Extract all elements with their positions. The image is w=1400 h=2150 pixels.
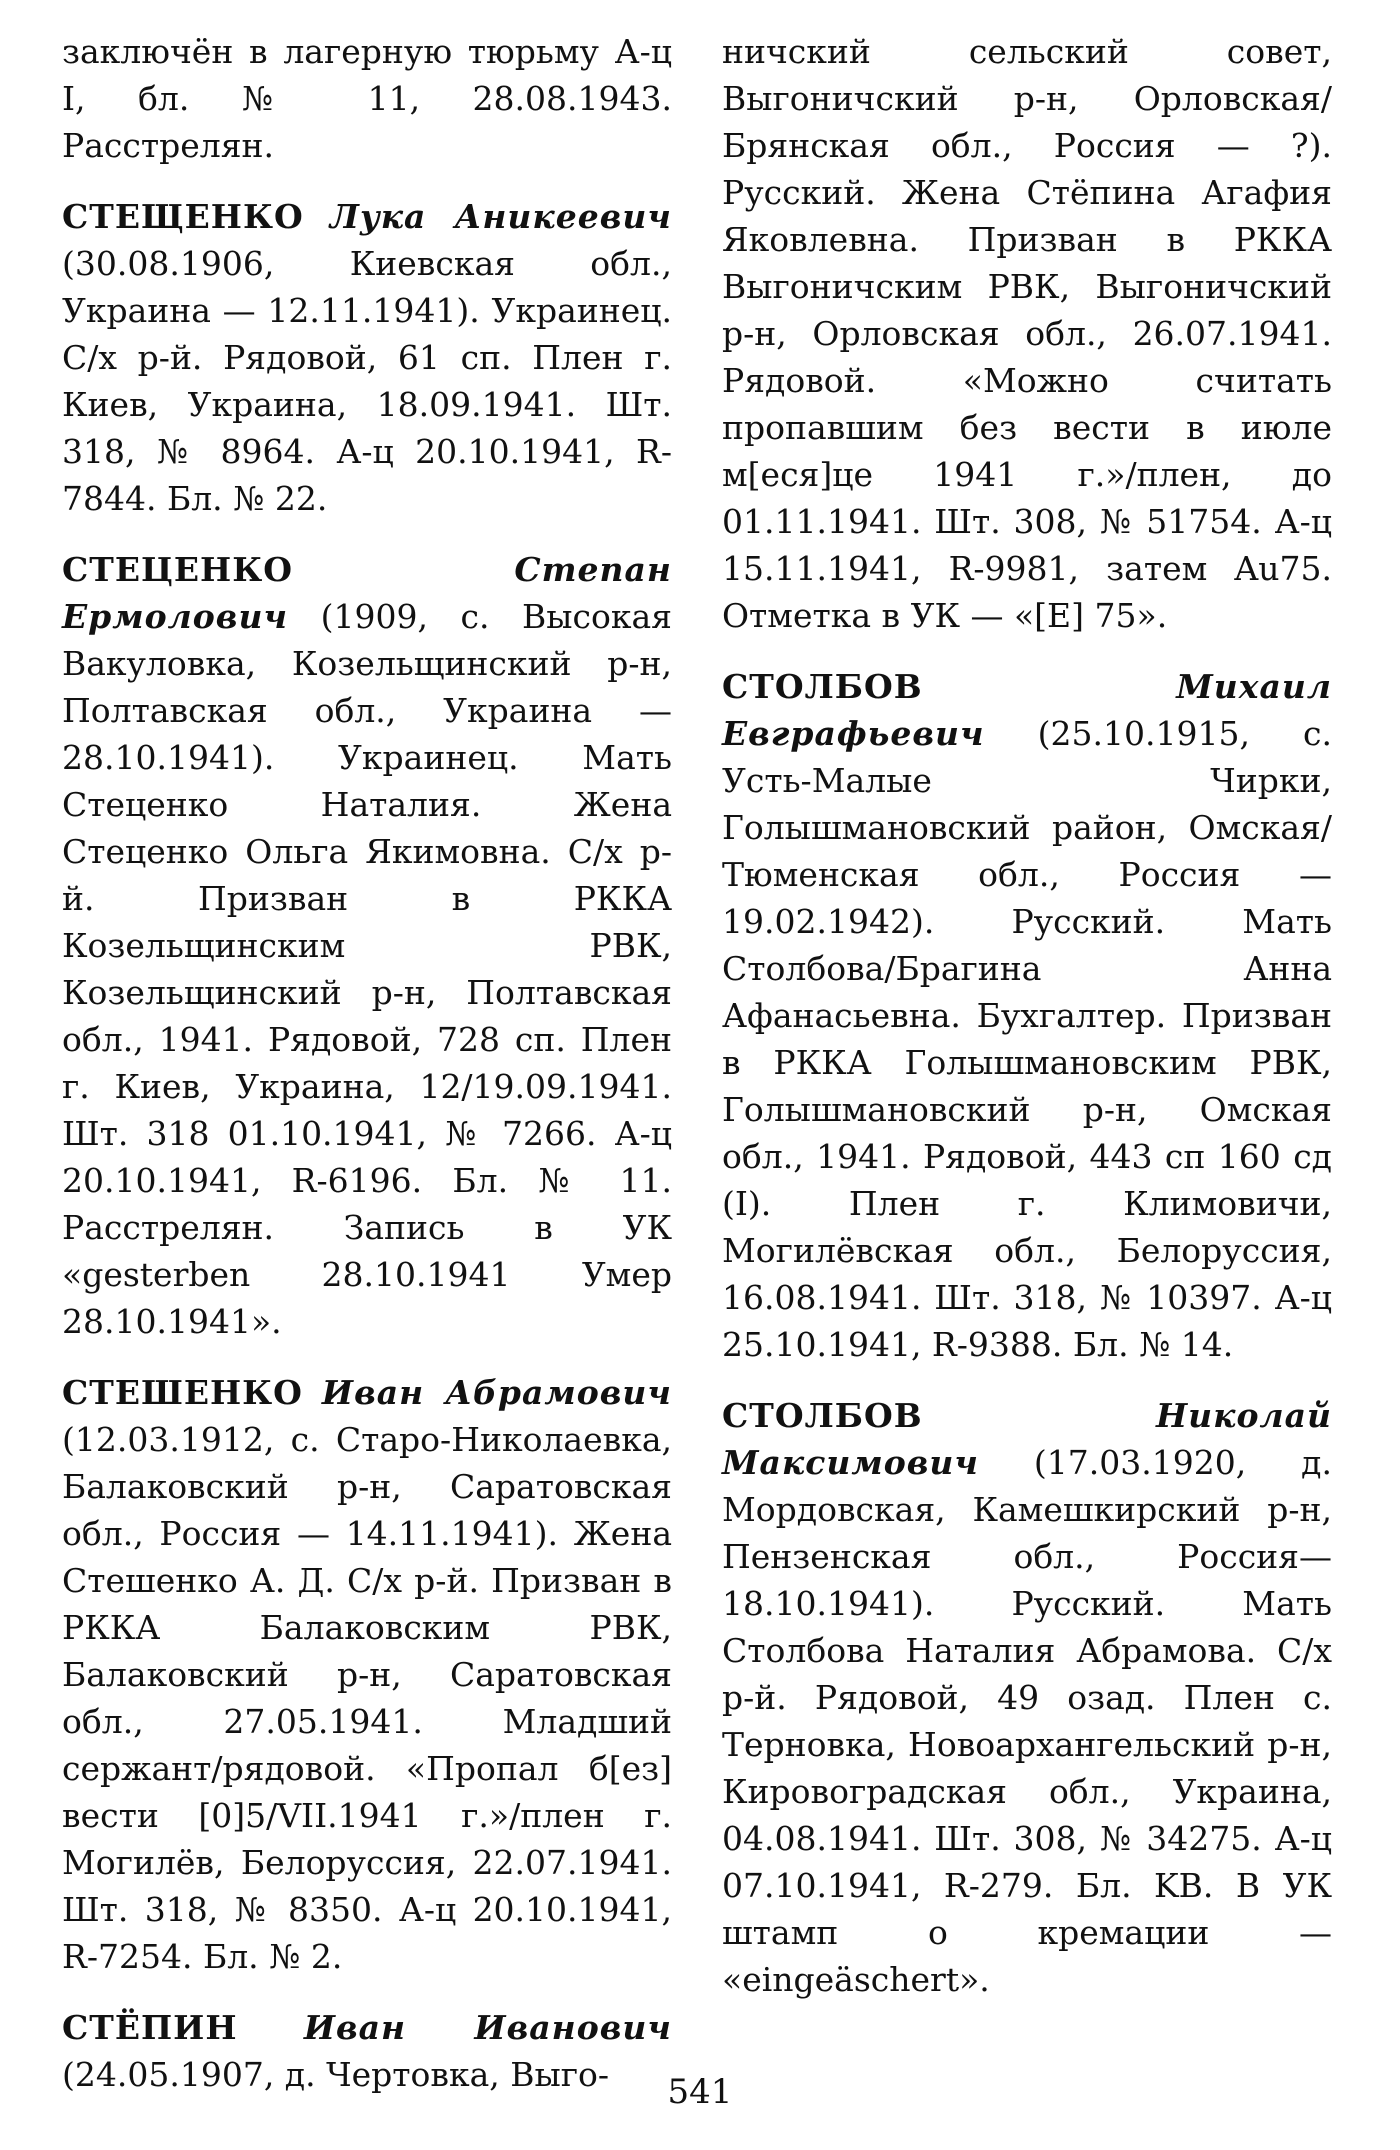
- entry-text: (1909, с. Высокая Вакуловка, Козельщинский р-н, Полтавская обл., Украина — 28.10.1941). Украинец. Мать Стеценко Наталия. Жена Стеценко Ольга Якимовна. С/х р-й. Призван в РККА Козельщинским РВК, Козельщинский р-н, Полтавская обл., 1941. Рядовой, 728 сп. Плен г. Киев, Украина, 12/19.09.1941. Шт. 318 01.10.1941, № 7266. А-ц 20.10.1941, R-6196. Бл. № 11. Расстрелян. Запись в УК «gesterben 28.10.1941 Умер 28.10.1941».: [62, 597, 672, 1341]
- entry-given-name: Иван Абрамович: [321, 1373, 672, 1412]
- entry-given-name: Лука Аникеевич: [329, 197, 672, 236]
- left-column: [62, 28, 672, 2122]
- entry-surname: СТОЛБОВ: [722, 667, 923, 706]
- entry-given-name: Николай Максимович: [722, 1396, 1332, 1482]
- entry-text: (25.10.1915, с. Усть-Малые Чирки, Голышмановский район, Омская/Тюменская обл., Россия — 19.02.1942). Русский. Мать Столбова/Брагина Анна Афанасьевна. Бухгалтер. Призван в РККА Голышмановским РВК, Голышмановский р-н, Омская обл., 1941. Рядовой, 443 сп 160 сд (I). Плен г. Климовичи, Могилёвская обл., Белоруссия, 16.08.1941. Шт. 318, № 10397. А-ц 25.10.1941, R-9388. Бл. № 14.: [722, 714, 1332, 1364]
- entry-steshenko-ivan: [62, 1369, 672, 1980]
- entry-stolbov-nikolai: [722, 1392, 1332, 2003]
- entry-text: заключён в лагерную тюрьму А-ц I, бл. № 11, 28.08.1943. Расстрелян.: [62, 32, 672, 165]
- entry-surname: СТОЛБОВ: [722, 1396, 923, 1435]
- right-column: [722, 28, 1332, 2027]
- entry-text: ничский сельский совет, Выгоничский р-н, Орловская/Брянская обл., Россия — ?). Русский. Жена Стёпина Агафия Яковлевна. Призван в РККА Выгоничским РВК, Выгоничский р-н, Орловская обл., 26.07.1941. Рядовой. «Можно считать пропавшим без вести в июле м[еся]це 1941 г.»/плен, до 01.11.1941. Шт. 308, № 51754. А-ц 15.11.1941, R-9981, затем Au75. Отметка в УК — «[E] 75».: [722, 32, 1332, 635]
- entry-surname: СТЕЩЕНКО: [62, 197, 304, 236]
- entry-given-name: Степан Ермолович: [62, 550, 672, 636]
- entry-text: (17.03.1920, д. Мордовская, Камешкирский р-н, Пензенская обл., Россия— 18.10.1941). Русский. Мать Столбова Наталия Абрамова. С/х р-й. Рядовой, 49 озад. Плен с. Терновка, Новоархангельский р-н, Кировоградская обл., Украина, 04.08.1941. Шт. 308, № 34275. А-ц 07.10.1941, R-279. Бл. KB. В УК штамп о кремации — «eingeäschert».: [722, 1443, 1332, 1999]
- entry-continuation: [62, 28, 672, 169]
- entry-surname: СТЕШЕНКО: [62, 1373, 303, 1412]
- entry-surname: СТЕЦЕНКО: [62, 550, 293, 589]
- entry-continuation: [722, 28, 1332, 639]
- entry-stetsenko-stepan: [62, 546, 672, 1345]
- entry-given-name: Иван Иванович: [303, 2008, 672, 2047]
- entry-text: (12.03.1912, с. Старо-Николаевка, Балаковский р-н, Саратовская обл., Россия — 14.11.1941). Жена Стешенко А. Д. С/х р-й. Призван в РККА Балаковским РВК, Балаковский р-н, Саратовская обл., 27.05.1941. Младший сержант/рядовой. «Пропал б[ез] вести [0]5/VII.1941 г.»/плен г. Могилёв, Белоруссия, 22.07.1941. Шт. 318, № 8350. А-ц 20.10.1941, R-7254. Бл. № 2.: [62, 1420, 672, 1976]
- entry-text: (24.05.1907, д. Чертовка, Выго-: [62, 2055, 610, 2094]
- entry-text: (30.08.1906, Киевская обл., Украина — 12.11.1941). Украинец. С/х р-й. Рядовой, 61 сп. Плен г. Киев, Украина, 18.09.1941. Шт. 318, № 8964. А-ц 20.10.1941, R-7844. Бл. № 22.: [62, 244, 672, 518]
- entry-stolbov-mikhail: [722, 663, 1332, 1368]
- page-number: 541: [667, 2072, 733, 2112]
- entry-given-name: Михаил Евграфьевич: [722, 667, 1332, 753]
- entry-steshchenko-luka: [62, 193, 672, 522]
- entry-surname: СТЁПИН: [62, 2008, 238, 2047]
